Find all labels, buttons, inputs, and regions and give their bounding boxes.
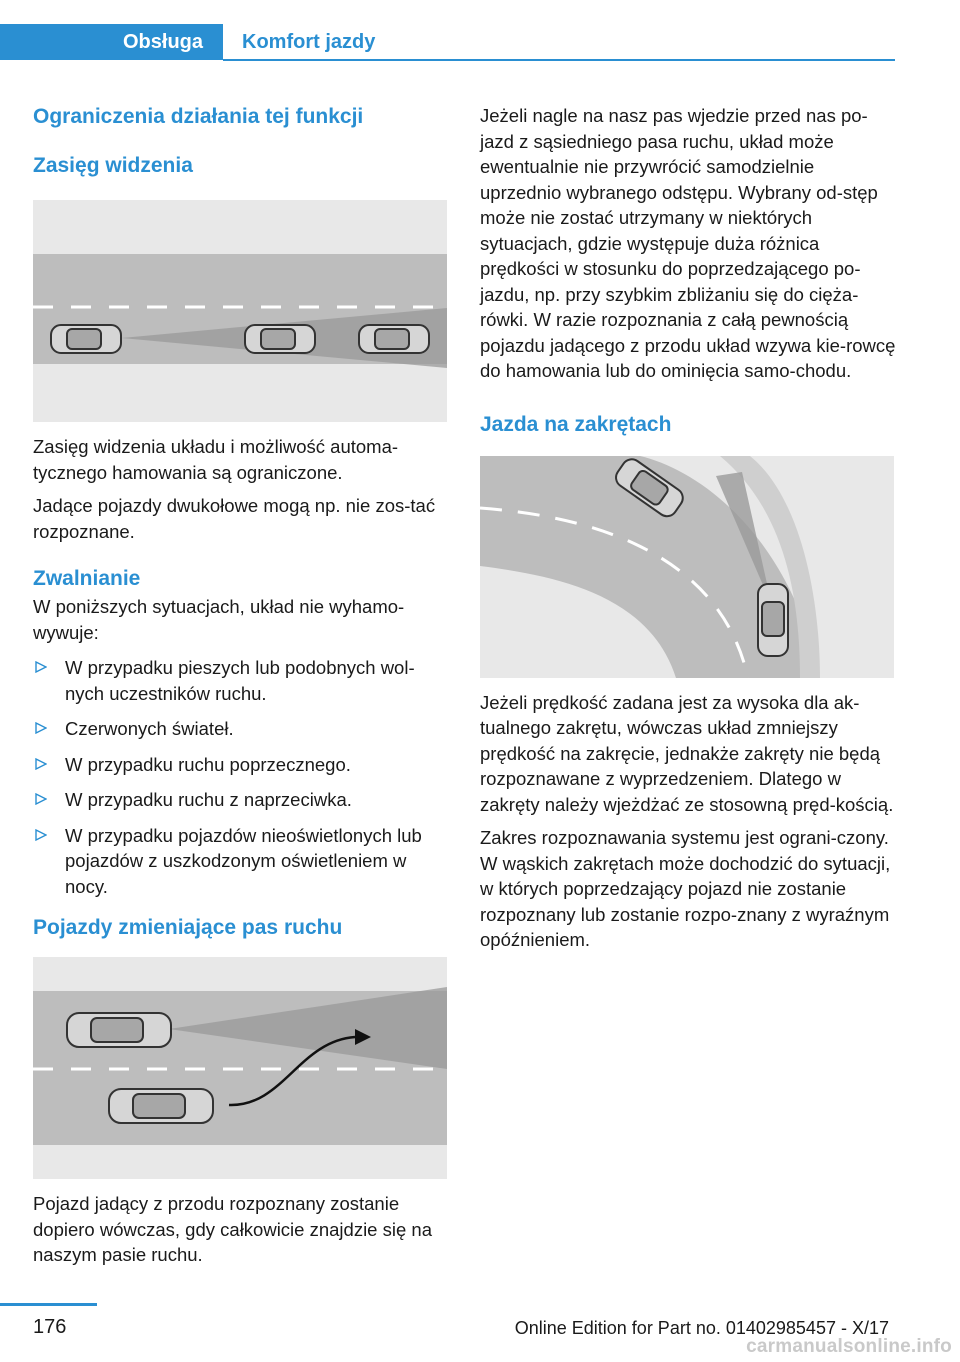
car-ahead-1: [245, 325, 315, 353]
car-ego: [758, 584, 788, 656]
subheading-curves: Jazda na zakrętach: [480, 412, 672, 436]
curves-text-2: Zakres rozpoznawania systemu jest ograni‐czony. W wąskich zakrętach może dochodzić do sytuacji, w których poprzedzający pojazd nie zostanie rozpoznany lub zostanie rozpo‐znany z wyraźnym opóźnieniem.: [480, 827, 891, 950]
list-item: W przypadku pojazdów nieoświetlonych lub pojazdów z uszkodzonym oświetleniem w nocy.: [33, 823, 449, 900]
braking-intro: W poniższych sytuacjach, układ nie wyhamo‐wywuje:: [33, 596, 405, 643]
range-text-1: Zasięg widzenia układu i możliwość automa‐tycznego hamowania są ograniczone.: [33, 436, 399, 483]
list-item: Czerwonych świateł.: [33, 716, 449, 742]
tab-komfort-jazdy[interactable]: Komfort jazdy: [242, 30, 376, 53]
bullet-triangle-icon: [35, 758, 47, 770]
edition-note: Online Edition for Part no. 01402985457 - X/17: [514, 1318, 889, 1338]
bullet-triangle-icon: [35, 661, 47, 673]
right-column: [480, 100, 896, 953]
range-text-2: Jadące pojazdy dwukołowe mogą np. nie zos‐tać rozpoznane.: [33, 495, 436, 542]
footer-rule: [0, 1303, 97, 1306]
tab-obsluga[interactable]: Obsługa: [0, 24, 223, 60]
header-tabs: [0, 24, 895, 62]
braking-list: [33, 655, 449, 899]
cut-in-text: Jeżeli nagle na nasz pas wjedzie przed nas po‐jazd z sąsiedniego pasa ruchu, układ może ewentualnie nie przywrócić samodzielnie uprzednio wybranego odstępu. Wybrany od‐stęp może nie zostać utrzymany w niektórych sytuacjach, gdzie występuje duża różnica prędkości w stosunku do poprzedzającego po‐jazdu, np. przy szybkim zbliżaniu się do cięża‐rówki. W razie rozpoznania z całą pewnością pojazdu jadącego z przodu układ wzywa kie‐rowcę do hamowania lub do ominięcia samo‐chodu.: [480, 105, 896, 381]
range-illustration: [33, 200, 447, 422]
page-number: 176: [33, 1316, 67, 1338]
subheading-lane-change: Pojazdy zmieniające pas ruchu: [33, 916, 343, 939]
car-cutting-in: [109, 1089, 213, 1123]
site-watermark: carmanualsonline.info: [746, 1336, 952, 1357]
section-heading-limitations: Ograniczenia działania tej funkcji: [33, 105, 364, 128]
bullet-triangle-icon: [35, 829, 47, 841]
list-item: W przypadku pieszych lub podobnych wol‐nych uczestników ruchu.: [33, 655, 449, 706]
car-ahead-2: [359, 325, 429, 353]
curves-text-1: Jeżeli prędkość zadana jest za wysoka dla ak‐tualnego zakrętu, wówczas układ zmniejszy prędkość na zakręcie, jednakże zakręty nie będą rozpoznawane z wyprzedzeniem. Dlatego w zakręty należy wjeżdżać ze stosowną pręd‐kością.: [480, 691, 894, 815]
list-item: W przypadku ruchu z naprzeciwka.: [33, 787, 449, 813]
bullet-triangle-icon: [35, 722, 47, 734]
curve-illustration: [480, 456, 894, 678]
car-ego: [67, 1013, 171, 1047]
lane-change-illustration: [33, 957, 447, 1179]
lane-change-text: Pojazd jadący z przodu rozpoznany zostanie dopiero wówczas, gdy całkowicie znajdzie się na naszym pasie ruchu.: [33, 1193, 432, 1265]
bullet-triangle-icon: [35, 793, 47, 805]
car-ego: [51, 325, 121, 353]
header-rule: [223, 59, 895, 61]
list-item: W przypadku ruchu poprzecznego.: [33, 752, 449, 778]
subheading-range: Zasięg widzenia: [33, 154, 193, 177]
subheading-braking: Zwalnianie: [33, 567, 141, 590]
left-column: [33, 100, 449, 1268]
